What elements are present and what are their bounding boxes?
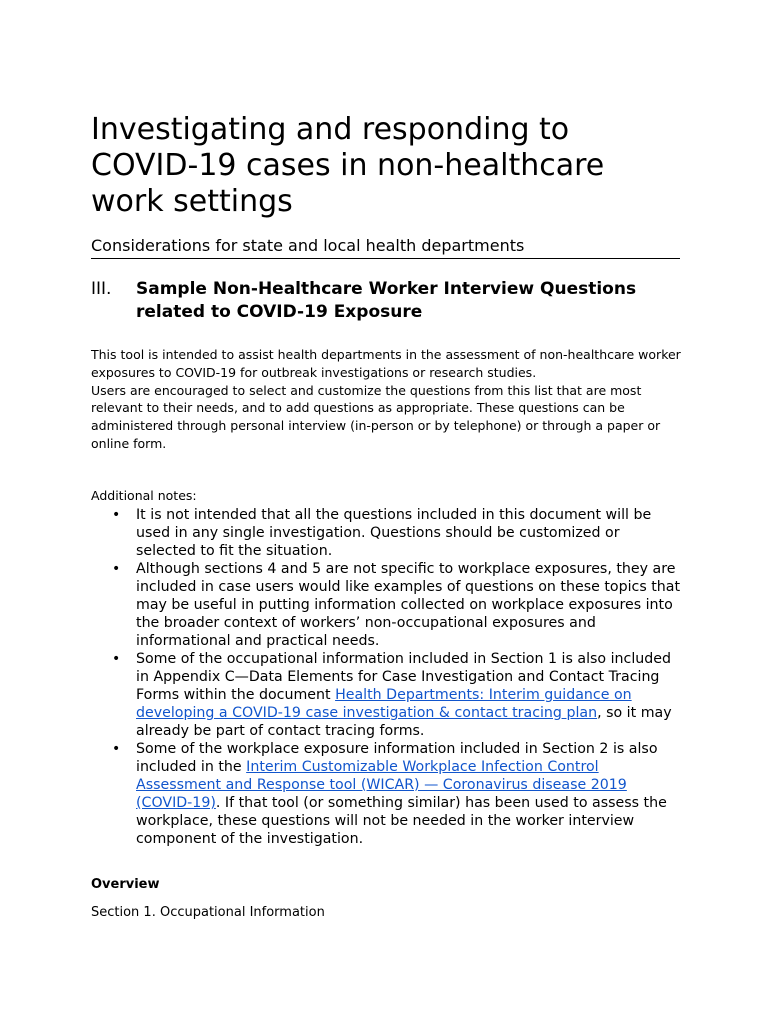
health-departments-guidance-link[interactable]: Health Departments: Interim guidance on developing a COVID-19 case investigation & contact tracing plan	[136, 687, 632, 721]
note-item	[91, 506, 683, 560]
document-subtitle: Considerations for state and local health departments	[91, 236, 525, 255]
title-divider	[91, 258, 680, 259]
note-text-tail: . If that tool (or something similar) has been used to assess the workplace, these questions will not be needed in the worker interview component of the investigation.	[136, 795, 667, 847]
note-text: It is not intended that all the questions included in this document will be used in any single investigation. Questions should be customized or selected to fit the situation.	[136, 507, 652, 559]
notes-label: Additional notes:	[91, 488, 197, 503]
section-title: Sample Non-Healthcare Worker Interview Questions related to COVID-19 Exposure	[136, 279, 637, 322]
section-number: III.	[91, 279, 112, 299]
note-text: Some of the workplace exposure information included in Section 2 is also included in the	[136, 741, 658, 775]
bullet-icon: •	[112, 651, 121, 667]
bullet-icon: •	[112, 561, 121, 577]
bullet-icon: •	[112, 741, 121, 757]
note-text: Although sections 4 and 5 are not specific to workplace exposures, they are included in case users would like examples of questions on these topics that may be useful in putting information collected on workplace exposures into the broader context of workers’ non-occupational exposures and informational and practical needs.	[136, 561, 681, 649]
notes-list	[91, 506, 683, 848]
note-item	[91, 740, 683, 848]
intro-paragraph-2: Users are encouraged to select and customize the questions from this list that are most relevant to their needs, and to add questions as appropriate. These questions can be administered through personal interview (in-person or by telephone) or through a paper or online form.	[91, 382, 661, 451]
note-item	[91, 650, 683, 740]
note-item	[91, 560, 683, 650]
intro-text	[91, 346, 681, 453]
note-text: Some of the occupational information included in Section 1 is also included in Appendix C—Data Elements for Case Investigation and Contact Tracing Forms within the document	[136, 651, 671, 703]
document-title: Investigating and responding to COVID-19 cases in non-healthcare work settings	[91, 112, 605, 219]
note-text-tail: , so it may already be part of contact tracing forms.	[136, 705, 672, 739]
bullet-icon: •	[112, 507, 121, 523]
section-list-item: Section 1. Occupational Information	[91, 905, 325, 920]
overview-heading: Overview	[91, 877, 160, 892]
wicar-tool-link[interactable]: Interim Customizable Workplace Infection Control Assessment and Response tool (WICAR) — Coronavirus disease 2019 (COVID-19)	[136, 759, 627, 811]
intro-paragraph-1: This tool is intended to assist health departments in the assessment of non-healthcare worker exposures to COVID-19 for outbreak investigations or research studies.	[91, 347, 681, 380]
